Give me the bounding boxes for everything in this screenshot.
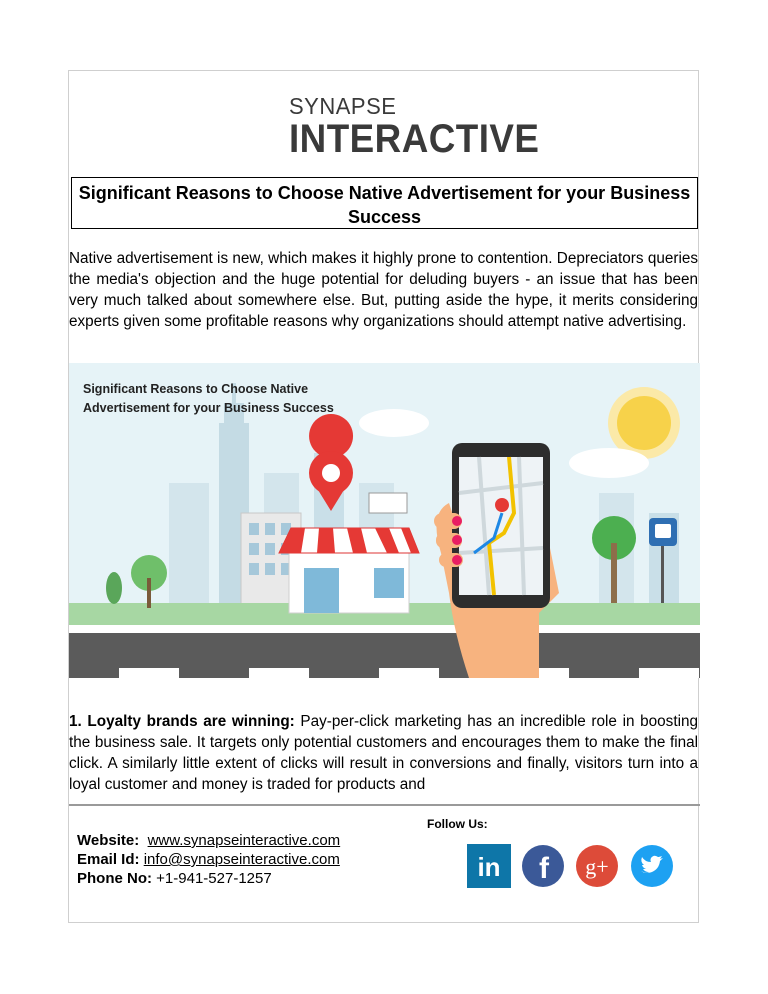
website-link[interactable]: www.synapseinteractive.com [147,832,341,849]
logo-line-2: INTERACTIVE [289,117,540,161]
phone-label: Phone No: [77,870,152,887]
follow-us-label: Follow Us: [427,817,488,831]
svg-text:f: f [539,852,549,885]
linkedin-icon[interactable] [467,844,511,888]
google-plus-icon[interactable] [575,844,619,888]
section-1-paragraph [69,711,698,795]
banner-illustration [69,363,700,678]
twitter-icon[interactable] [630,844,674,888]
synapse-interactive-logo [289,92,540,165]
section-1-text: Pay-per-click marketing has an incredible role in boosting the business sale. It targets only potential customers and encourages them to make the final click. A similarly little extent of clicks will result in conversions and finally, visitors turn into a loyal customer and money is traded for products and [69,713,698,793]
phone-value: +1-941-527-1257 [156,870,272,887]
website-label: Website: [77,832,140,849]
banner-caption-line-2: Advertisement for your Business Success [83,401,334,415]
facebook-icon[interactable] [521,844,565,888]
svg-text:g+: g+ [585,854,609,879]
contact-info [77,831,340,888]
banner-caption-line-1: Significant Reasons to Choose Native [83,382,309,396]
svg-text:in: in [477,852,501,882]
document-page [68,70,699,923]
intro-paragraph: Native advertisement is new, which makes it highly prone to contention. Depreciators queries the media's objection and the huge potential for deluding buyers - an issue that has been very much talked about somewhere else. But, putting aside the hype, it merits considering experts given some profitable reasons why organizations should attempt native advertising. [69,250,698,330]
email-link[interactable]: info@synapseinteractive.com [143,851,340,868]
document-title: Significant Reasons to Choose Native Advertisement for your Business Success [71,177,698,229]
email-label: Email Id: [77,851,140,868]
section-1-heading: 1. Loyalty brands are winning: [69,713,295,730]
logo-line-1: SYNAPSE [289,92,397,120]
footer-divider [69,804,700,806]
